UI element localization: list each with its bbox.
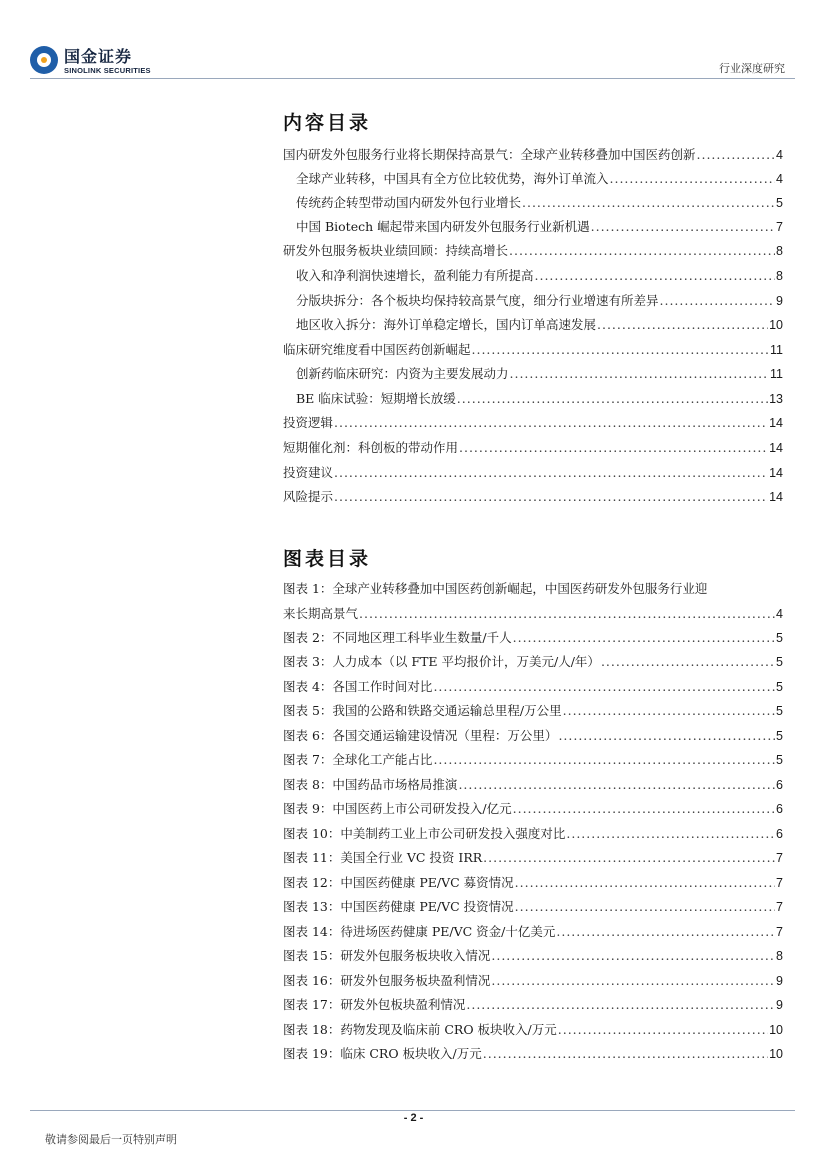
toc-entry-label: 短期催化剂：科创板的带动作用 — [283, 440, 459, 455]
toc-leader — [334, 415, 768, 430]
figure-entry-page: 7 — [776, 851, 783, 865]
toc-entry-label: BE 临床试验：短期增长放缓 — [296, 391, 456, 406]
figure-entry-label: 图表 17：研发外包板块盈利情况 — [283, 997, 466, 1012]
figure-entry-page: 6 — [776, 827, 783, 841]
figure-entry-page: 5 — [776, 753, 783, 767]
toc-entry-label: 投资逻辑 — [283, 415, 334, 430]
toc-entry-label: 投资建议 — [283, 465, 334, 480]
toc-entry[interactable] — [283, 413, 783, 431]
toc-leader — [697, 147, 776, 162]
figure-entry[interactable] — [283, 971, 783, 989]
figure-entry-label: 图表 16：研发外包服务板块盈利情况 — [283, 973, 491, 988]
footer-divider — [30, 1110, 795, 1111]
toc-leader — [597, 317, 768, 332]
figure-entry-page: 10 — [769, 1023, 783, 1037]
toc-entry-label: 分版块拆分：各个板块均保持较高景气度，细分行业增速有所差异 — [296, 293, 659, 308]
figures-title: 图表目录 — [283, 548, 372, 570]
toc-entry[interactable] — [296, 315, 783, 333]
toc-leader — [510, 366, 770, 381]
toc-entry-label: 收入和净利润快速增长，盈利能力有所提高 — [296, 268, 534, 283]
toc-entry[interactable] — [296, 169, 783, 187]
figure-entry-page: 10 — [769, 1047, 783, 1061]
figure-entry[interactable] — [283, 1020, 783, 1038]
figure-entry-page: 7 — [776, 900, 783, 914]
toc-entry[interactable] — [283, 463, 783, 481]
toc-entry-page: 7 — [776, 220, 783, 234]
toc-leader — [515, 899, 775, 914]
figure-entry-label: 图表 9：中国医药上市公司研发投入/亿元 — [283, 801, 512, 816]
figure-entry-label: 图表 6：各国交通运输建设情况（里程：万公里） — [283, 728, 558, 743]
figure-entry-label: 图表 1：全球产业转移叠加中国医药创新崛起，中国医药研发外包服务行业迎 — [283, 581, 708, 596]
toc-entry-page: 4 — [776, 172, 783, 186]
toc-entry-page: 10 — [769, 318, 783, 332]
toc-leader — [433, 752, 775, 767]
figure-entry-page: 5 — [776, 680, 783, 694]
figure-entry-label: 图表 12：中国医药健康 PE/VC 募资情况 — [283, 875, 514, 890]
figure-entry[interactable] — [283, 897, 783, 915]
figure-entry-label: 图表 7：全球化工产能占比 — [283, 752, 433, 767]
toc-entry-page: 11 — [770, 367, 783, 381]
toc-leader — [513, 630, 775, 645]
toc-entry-page: 14 — [769, 490, 783, 504]
toc-leader — [483, 850, 775, 865]
figure-entry-page: 5 — [776, 655, 783, 669]
toc-entry-page: 14 — [769, 416, 783, 430]
toc-entry-label: 国内研发外包服务行业将长期保持高景气：全球产业转移叠加中国医药创新 — [283, 147, 696, 162]
disclaimer-text: 敬请参阅最后一页特别声明 — [45, 1133, 177, 1146]
figure-entry[interactable] — [283, 946, 783, 964]
toc-entry[interactable] — [296, 266, 783, 284]
figure-entry[interactable] — [283, 1044, 783, 1062]
toc-entry-page: 5 — [776, 196, 783, 210]
toc-entry-page: 8 — [776, 269, 783, 283]
figure-entry-page: 5 — [776, 704, 783, 718]
report-type-label: 行业深度研究 — [719, 62, 785, 75]
company-logo — [30, 44, 160, 78]
logo-chinese-name: 国金证券 — [64, 47, 133, 66]
toc-leader — [472, 342, 770, 357]
figure-entry[interactable] — [283, 775, 783, 793]
figure-entry-label: 图表 4：各国工作时间对比 — [283, 679, 433, 694]
figure-entry-page: 5 — [776, 631, 783, 645]
figure-entry[interactable] — [283, 701, 783, 719]
figure-entry-label: 图表 3：人力成本（以 FTE 平均报价计，万美元/人/年） — [283, 654, 600, 669]
page-header — [0, 0, 827, 82]
figure-entry-label: 图表 18：药物发现及临床前 CRO 板块收入/万元 — [283, 1022, 557, 1037]
figure-entry[interactable] — [283, 726, 783, 744]
toc-entry-page: 8 — [776, 244, 783, 258]
toc-entry-label: 地区收入拆分：海外订单稳定增长，国内订单高速发展 — [296, 317, 597, 332]
toc-leader — [601, 654, 775, 669]
toc-leader — [458, 777, 775, 792]
figure-entry[interactable] — [283, 824, 783, 842]
figure-entry[interactable] — [283, 799, 783, 817]
toc-entry[interactable] — [296, 389, 783, 407]
toc-leader — [610, 171, 776, 186]
figure-entry-page: 7 — [776, 925, 783, 939]
toc-leader — [359, 606, 775, 621]
figure-entry-label: 来长期高景气 — [283, 606, 359, 621]
toc-leader — [491, 973, 775, 988]
figure-entry-label: 图表 14：待进场医药健康 PE/VC 资金/十亿美元 — [283, 924, 556, 939]
toc-leader — [466, 997, 775, 1012]
figure-entry-label: 图表 15：研发外包服务板块收入情况 — [283, 948, 491, 963]
figure-entry-label: 图表 19：临床 CRO 板块收入/万元 — [283, 1046, 482, 1061]
figure-entry[interactable] — [283, 750, 783, 768]
toc-leader — [591, 219, 775, 234]
figure-entry-label: 图表 8：中国药品市场格局推演 — [283, 777, 458, 792]
toc-leader — [563, 703, 775, 718]
logo-mark-icon — [30, 46, 58, 74]
toc-leader — [334, 465, 768, 480]
toc-entry-page: 14 — [769, 441, 783, 455]
figure-entry-page: 4 — [776, 607, 783, 621]
toc-leader — [558, 1022, 768, 1037]
toc-leader — [483, 1046, 768, 1061]
toc-title: 内容目录 — [283, 112, 372, 134]
toc-leader — [558, 728, 775, 743]
toc-entry-label: 创新药临床研究：内资为主要发展动力 — [296, 366, 509, 381]
figure-entry[interactable] — [283, 628, 783, 646]
toc-leader — [433, 679, 775, 694]
figure-entry-label: 图表 11：美国全行业 VC 投资 IRR — [283, 850, 483, 865]
figure-entry[interactable] — [283, 579, 783, 597]
figure-entry-label: 图表 10：中美制药工业上市公司研发投入强度对比 — [283, 826, 566, 841]
toc-leader — [457, 391, 768, 406]
page-number: - 2 - — [403, 1112, 424, 1124]
toc-entry[interactable] — [296, 193, 783, 211]
toc-leader — [556, 924, 775, 939]
toc-entry[interactable] — [283, 487, 783, 505]
toc-leader — [513, 801, 775, 816]
figure-entry-page: 6 — [776, 802, 783, 816]
toc-entry-label: 研发外包服务板块业绩回顾：持续高增长 — [283, 243, 509, 258]
toc-leader — [334, 489, 768, 504]
toc-entry-label: 中国 Biotech 崛起带来国内研发外包服务行业新机遇 — [296, 219, 590, 234]
figure-entry[interactable] — [283, 848, 783, 866]
figure-entry-label: 图表 5：我国的公路和铁路交通运输总里程/万公里 — [283, 703, 562, 718]
figure-entry-page: 7 — [776, 876, 783, 890]
toc-leader — [535, 268, 776, 283]
figure-entry-page: 6 — [776, 778, 783, 792]
toc-entry[interactable] — [296, 364, 783, 382]
figure-entry[interactable] — [283, 677, 783, 695]
figure-entry[interactable] — [283, 995, 783, 1013]
toc-entry[interactable] — [296, 291, 783, 309]
figure-entry-label: 图表 13：中国医药健康 PE/VC 投资情况 — [283, 899, 514, 914]
toc-entry-page: 9 — [776, 294, 783, 308]
figure-entry-label: 图表 2：不同地区理工科毕业生数量/千人 — [283, 630, 512, 645]
toc-entry-page: 11 — [770, 343, 783, 357]
toc-leader — [566, 826, 775, 841]
toc-leader — [522, 195, 775, 210]
toc-entry-page: 13 — [769, 392, 783, 406]
figure-entry[interactable] — [283, 652, 783, 670]
figure-entry-page: 9 — [776, 998, 783, 1012]
toc-entry-label: 临床研究维度看中国医药创新崛起 — [283, 342, 471, 357]
toc-entry[interactable] — [283, 340, 783, 358]
toc-leader — [459, 440, 768, 455]
toc-entry[interactable] — [296, 217, 783, 235]
figure-entry-continuation[interactable] — [283, 604, 783, 622]
figure-entry-page: 9 — [776, 974, 783, 988]
toc-entry-page: 4 — [776, 148, 783, 162]
toc-leader — [660, 293, 776, 308]
figure-entry-page: 8 — [776, 949, 783, 963]
toc-entry[interactable] — [283, 145, 783, 163]
logo-english-name: SINOLINK SECURITIES — [64, 66, 151, 75]
toc-entry[interactable] — [283, 438, 783, 456]
toc-entry-page: 14 — [769, 466, 783, 480]
toc-entry[interactable] — [283, 241, 783, 259]
toc-entry-label: 传统药企转型带动国内研发外包行业增长 — [296, 195, 522, 210]
toc-leader — [509, 243, 775, 258]
toc-leader — [515, 875, 775, 890]
toc-leader — [491, 948, 775, 963]
figure-entry[interactable] — [283, 922, 783, 940]
toc-entry-label: 全球产业转移，中国具有全方位比较优势，海外订单流入 — [296, 171, 609, 186]
figure-entry[interactable] — [283, 873, 783, 891]
header-divider — [30, 78, 795, 79]
toc-entry-label: 风险提示 — [283, 489, 334, 504]
figure-entry-page: 5 — [776, 729, 783, 743]
